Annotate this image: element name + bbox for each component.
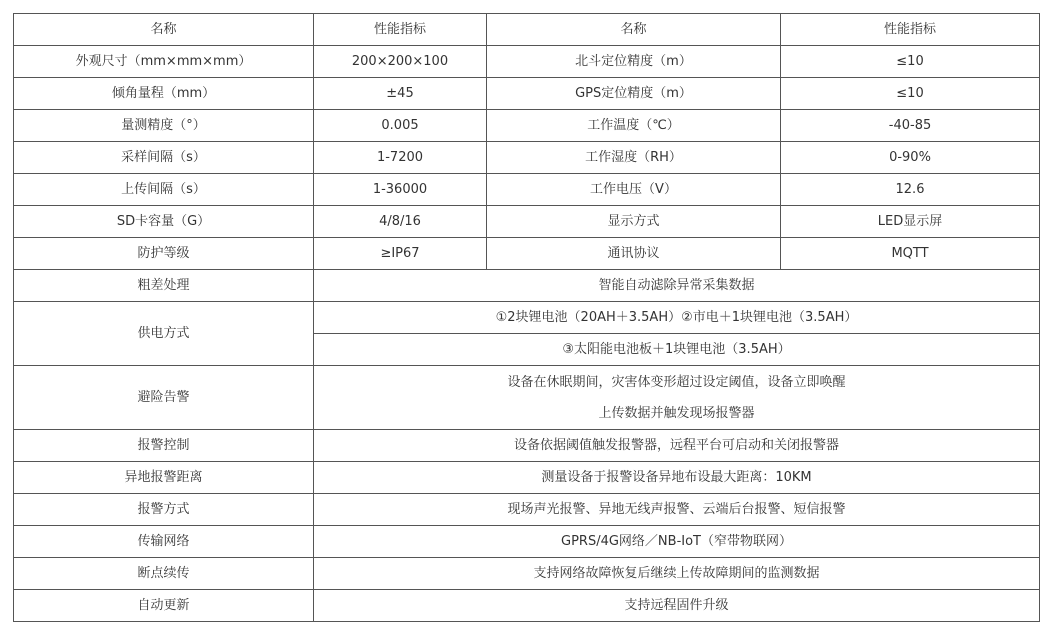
table-row [14, 78, 1040, 110]
feature-name: 传输网络 [14, 526, 314, 558]
table-row [14, 494, 1040, 526]
feature-value: 测量设备于报警设备异地布设最大距离：10KM [314, 462, 1040, 494]
table-row [14, 430, 1040, 462]
table-row [14, 238, 1040, 270]
header-spec-right: 性能指标 [781, 14, 1040, 46]
feature-name: 避险告警 [14, 366, 314, 430]
header-name-left: 名称 [14, 14, 314, 46]
header-name-right: 名称 [487, 14, 781, 46]
param-name: 上传间隔（s） [14, 174, 314, 206]
param-name: GPS定位精度（m） [487, 78, 781, 110]
param-value: MQTT [781, 238, 1040, 270]
feature-value: 智能自动滤除异常采集数据 [314, 270, 1040, 302]
param-value: 4/8/16 [314, 206, 487, 238]
table-row [14, 590, 1040, 622]
feature-value: GPRS/4G网络／NB-IoT（窄带物联网） [314, 526, 1040, 558]
feature-name: 粗差处理 [14, 270, 314, 302]
table-row [14, 366, 1040, 430]
param-name: SD卡容量（G） [14, 206, 314, 238]
table-row [14, 206, 1040, 238]
param-name: 倾角量程（mm） [14, 78, 314, 110]
feature-name: 报警方式 [14, 494, 314, 526]
header-row [14, 14, 1040, 46]
feature-name: 报警控制 [14, 430, 314, 462]
table-row [14, 142, 1040, 174]
param-name: 工作电压（V） [487, 174, 781, 206]
param-name: 量测精度（°） [14, 110, 314, 142]
feature-name: 自动更新 [14, 590, 314, 622]
feature-value: 支持网络故障恢复后继续上传故障期间的监测数据 [314, 558, 1040, 590]
param-name: 防护等级 [14, 238, 314, 270]
feature-value-line: 设备在休眠期间，灾害体变形超过设定阈值，设备立即唤醒 [507, 374, 846, 390]
table-row [14, 302, 1040, 334]
param-value: ±45 [314, 78, 487, 110]
feature-value: 现场声光报警、异地无线声报警、云端后台报警、短信报警 [314, 494, 1040, 526]
feature-value: ③太阳能电池板＋1块锂电池（3.5AH） [314, 334, 1040, 366]
param-value: ≤10 [781, 78, 1040, 110]
param-name: 工作温度（℃） [487, 110, 781, 142]
table-row [14, 110, 1040, 142]
param-value: LED显示屏 [781, 206, 1040, 238]
param-name: 显示方式 [487, 206, 781, 238]
table-row [14, 558, 1040, 590]
param-name: 工作湿度（RH） [487, 142, 781, 174]
param-name: 北斗定位精度（m） [487, 46, 781, 78]
table-row [14, 46, 1040, 78]
header-spec-left: 性能指标 [314, 14, 487, 46]
param-value: 1-7200 [314, 142, 487, 174]
param-value: ≤10 [781, 46, 1040, 78]
table-row [14, 462, 1040, 494]
feature-value: 支持远程固件升级 [314, 590, 1040, 622]
feature-name: 异地报警距离 [14, 462, 314, 494]
param-value: 12.6 [781, 174, 1040, 206]
param-value: ≥IP67 [314, 238, 487, 270]
spec-table [13, 13, 1040, 622]
param-value: 200×200×100 [314, 46, 487, 78]
param-name: 通讯协议 [487, 238, 781, 270]
feature-name: 断点续传 [14, 558, 314, 590]
feature-value [314, 366, 1040, 430]
param-value: 1-36000 [314, 174, 487, 206]
feature-value: 设备依据阈值触发报警器，远程平台可启动和关闭报警器 [314, 430, 1040, 462]
table-row [14, 174, 1040, 206]
param-name: 外观尺寸（mm×mm×mm） [14, 46, 314, 78]
feature-value: ①2块锂电池（20AH＋3.5AH）②市电＋1块锂电池（3.5AH） [314, 302, 1040, 334]
table-row [14, 526, 1040, 558]
param-value: 0-90% [781, 142, 1040, 174]
param-name: 采样间隔（s） [14, 142, 314, 174]
feature-value-line: 上传数据并触发现场报警器 [598, 405, 755, 421]
feature-name: 供电方式 [14, 302, 314, 366]
table-row [14, 270, 1040, 302]
param-value: 0.005 [314, 110, 487, 142]
param-value: -40-85 [781, 110, 1040, 142]
